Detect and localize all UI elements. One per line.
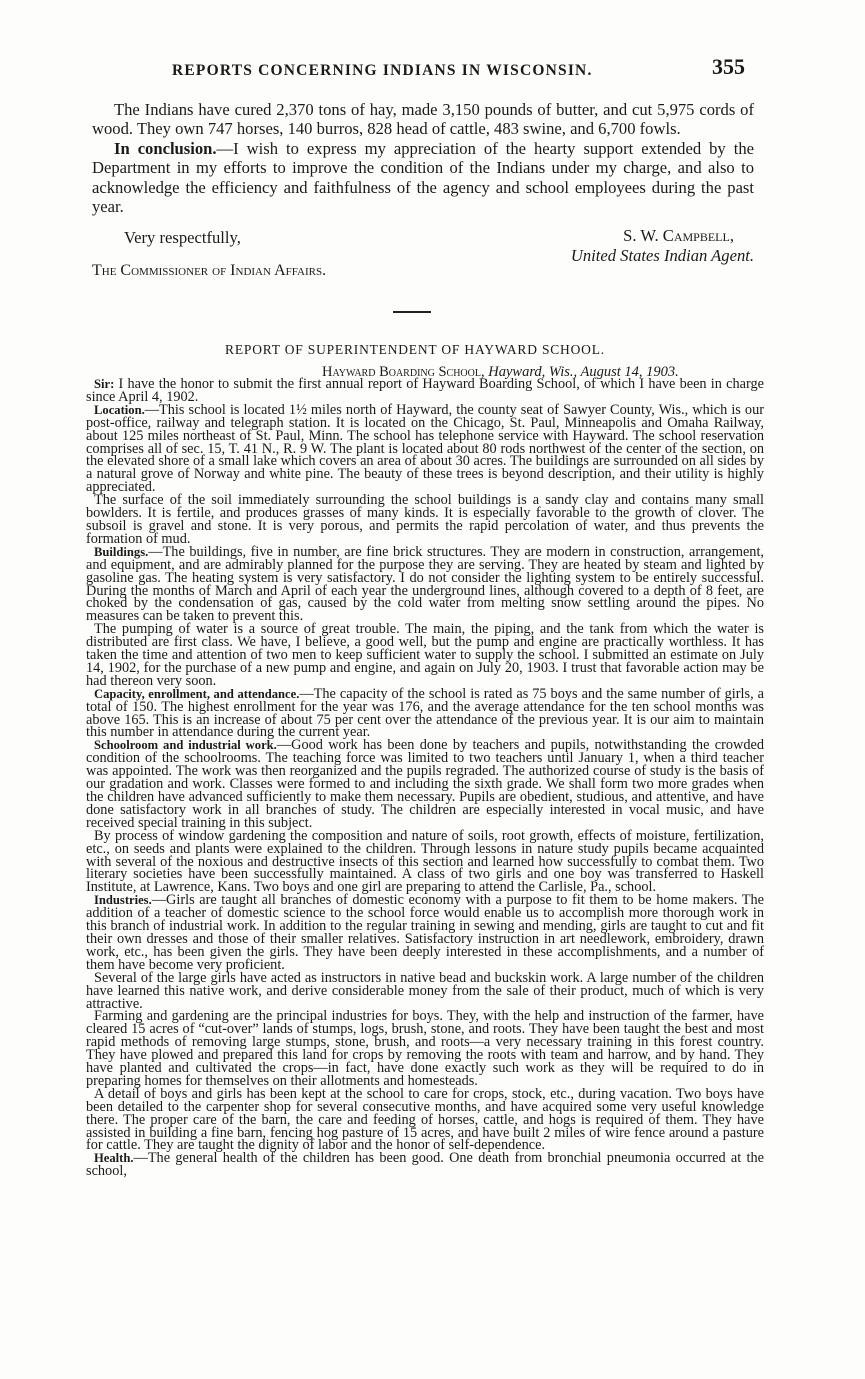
paragraph-text: Several of the large girls have acted as instructors in native bead and buckskin work. A large number of the children have learned this native work, and derive considerable money from the sale of their product, much of which is very attractive. [86,969,764,1012]
paragraph-text: —The capacity of the school is rated as 75 boys and the same number of girls, a total of 150. The highest enrollment for the year was 176, and the average attendance for the ten school months was above 165. This is an increase of about 75 per cent over the attendance of the previous year. It is our aim to maintain this number in attendance during the current year. [86,685,764,741]
paragraph-lead: Capacity, enrollment, and attendance. [94,686,300,701]
report-paragraph [86,1085,764,1154]
signer-name: S. W. Campbell, [623,226,734,245]
signer [571,226,754,266]
page-number: 355 [712,54,745,79]
report-paragraph [86,543,764,625]
section-divider [393,311,431,313]
conclusion-paragraph [92,139,754,217]
report-paragraph [86,969,764,1012]
report-paragraph [86,827,764,896]
paragraph-text: Farming and gardening are the principal industries for boys. They, with the help and instruction of the farmer, have cleared 15 acres of “cut-over” lands of stumps, logs, brush, stone, and roots. They have been taught the best and most rapid methods of removing large stumps, stone, brush, and roots—a very necessary training in this forest country. They have plowed and prepared this land for crops by removing the roots with team and harrow, and by hand. They have planted and cultivated the crops—in fact, have done exactly such work as they will be required to do in preparing homes for themselves on their allotments and homesteads. [86,1008,764,1089]
paragraph-text: —The buildings, five in number, are fine brick structures. They are modern in construction, arrangement, and equipment, and are admirably planned for the purpose they are serving. They are heated by steam and lighted by gasoline gas. The heating system is very satisfactory. I do not consider the lighting system to be entirely successful. During the months of March and April of each year the underground lines, although covered to a depth of 8 feet, are choked by the condensation of gas, caused by the cold water from melting snow settling around the pipes. No measures can be taken to prevent this. [86,543,764,625]
paragraph-text: The surface of the soil immediately surrounding the school buildings is a sandy clay and contains many small bowlders. It is fertile, and produces grasses of many kinds. It is especially favorable to the growth of clover. The subsoil is gravel and stone. It is very porous, and permits the rapid percolation of water, and thus prevents the formation of mud. [86,492,764,547]
addressee: The Commissioner of Indian Affairs. [92,262,327,279]
paragraph-text: —This school is located 1½ miles north of Hayward, the county seat of Sawyer County, Wis., which is our post-office, railway and telegraph station. It is located on the Chicago, St. Paul, Minneapolis and Omaha Railway, about 125 miles northeast of St. Paul, Minn. The school has telephone service with Hayward. The school reservation comprises all of sec. 15, T. 41 N., R. 9 W. The plant is located about 80 rods northwest of the center of the section, on the elevated shore of a small lake which covers an area of about 30 acres. The buildings are surrounded on all sides by a natural grove of Norway and white pine. The beauty of these trees is beyond description, and their utility is highly appreciated. [86,401,764,496]
paragraph-text: —Good work has been done by teachers and pupils, notwithstanding the crowded condition of the schoolrooms. The teaching force was limited to two teachers until January 1, when a third teacher was appointed. The work was then reorganized and the pupils regraded. The authorized course of study is the basis of our gradation and work. Classes were formed to and including the sixth grade. We shall form two more grades when the children have advanced sufficiently to make them necessary. Pupils are obedient, studious, and attentive, and have done satisfactory work in all branches of study. The children are especially interested in vocal music, and have received special training in this subject. [86,737,764,831]
report-title: REPORT OF SUPERINTENDENT OF HAYWARD SCHOOL. [225,342,605,357]
intro-paragraph: The Indians have cured 2,370 tons of hay, made 3,150 pounds of butter, and cut 5,975 cords of wood. They own 747 horses, 140 burros, 828 head of cattle, 483 swine, and 6,700 fowls. [92,100,754,139]
report-paragraph [86,1010,764,1087]
paragraph-text: —I wish to express my appreciation of the hearty support extended by the Department in my efforts to improve the condition of the Indians under my charge, and also to acknowledge the efficiency and faithfulness of the agency and school employees during the past year. [92,138,754,217]
paragraph-lead: Industries. [94,893,152,908]
paragraph-text: —The general health of the children has been good. One death from bronchial pneumonia occurred at the school, [86,1150,764,1180]
running-head: REPORTS CONCERNING INDIANS IN WISCONSIN. [172,62,593,79]
paragraph-text: By process of window gardening the composition and nature of soils, root growth, effects of moisture, fertilization, etc., on seeds and plants were explained to the children. Through lessons in nature study pupils became acquainted with several of the noxious and destructive insects of this section and learned how successfully to combat them. Two literary societies have been successfully maintained. A class of two girls and one boy was transferred to Haskell Institute, at Lawrence, Kans. Two boys and one girl are preparing to attend the Carlisle, Pa., school. [86,827,764,896]
dateline-school: Hayward Boarding School, [322,364,485,380]
report-paragraph [86,894,764,971]
paragraph-lead: In conclusion. [114,138,217,158]
paragraph-lead: Buildings. [94,544,149,559]
report-paragraph [86,1152,764,1178]
paragraph-lead: Health. [94,1151,134,1166]
intro-section [92,100,754,216]
signer-title: United States Indian Agent. [570,246,754,265]
paragraph-lead: Sir: [94,377,115,391]
report-paragraph [86,378,764,404]
report-paragraph [86,401,764,496]
paragraph-text: A detail of boys and girls has been kept at the school to care for crops, stock, etc., during vacation. Two boys have been detailed to the carpenter shop for several consecutive months, and have acquired some very useful knowledge there. The proper care of the barn, the care and feeding of horses, cattle, and hogs is required of them. They have assisted in building a fine barn, fencing hog pasture of 15 acres, and have built 2 miles of wire fence around a pasture for cattle. They are taught the dignity of labor and the honor of self-dependence. [86,1085,764,1154]
dateline-place: Hayward, Wis., August 14, 1903. [488,364,679,380]
paragraph-text: I have the honor to submit the first annual report of Hayward Boarding School, of which I have been in charge since April 4, 1902. [86,376,764,405]
report-paragraph [86,739,764,829]
page-header [0,54,865,84]
report-paragraph [86,623,764,688]
report-body [86,378,764,1178]
report-paragraph [86,685,764,741]
paragraph-text: —Girls are taught all branches of domestic economy with a purpose to fit them to be home makers. The addition of a teacher of domestic science to the school force would enable us to accomplish more thorough work in this branch of industrial work. In addition to the regular training in sewing and mending, girls are taught to cut and fit their own dresses and those of their smaller relatives. Satisfactory instruction in art needlework, embroidery, drawn work, etc., has been given the girls. They have been deeply interested in these accomplishments, and a number of them have become very proficient. [86,892,764,973]
paragraph-text: The pumping of water is a source of great trouble. The main, the piping, and the tank from which the water is distributed are first class. We have, I believe, a good well, but the pump and engine are practically worthless. It has taken the time and attention of two men to keep sufficient water to supply the school. I submitted an estimate on July 14, 1902, for the purchase of a new pump and engine, and again on July 20, 1903. I trust that favorable action may be had thereon very soon. [86,621,764,689]
closing: Very respectfully, [124,228,241,247]
paragraph-lead: Schoolroom and industrial work. [94,738,277,753]
paragraph-lead: Location. [94,402,145,417]
report-paragraph [86,494,764,546]
